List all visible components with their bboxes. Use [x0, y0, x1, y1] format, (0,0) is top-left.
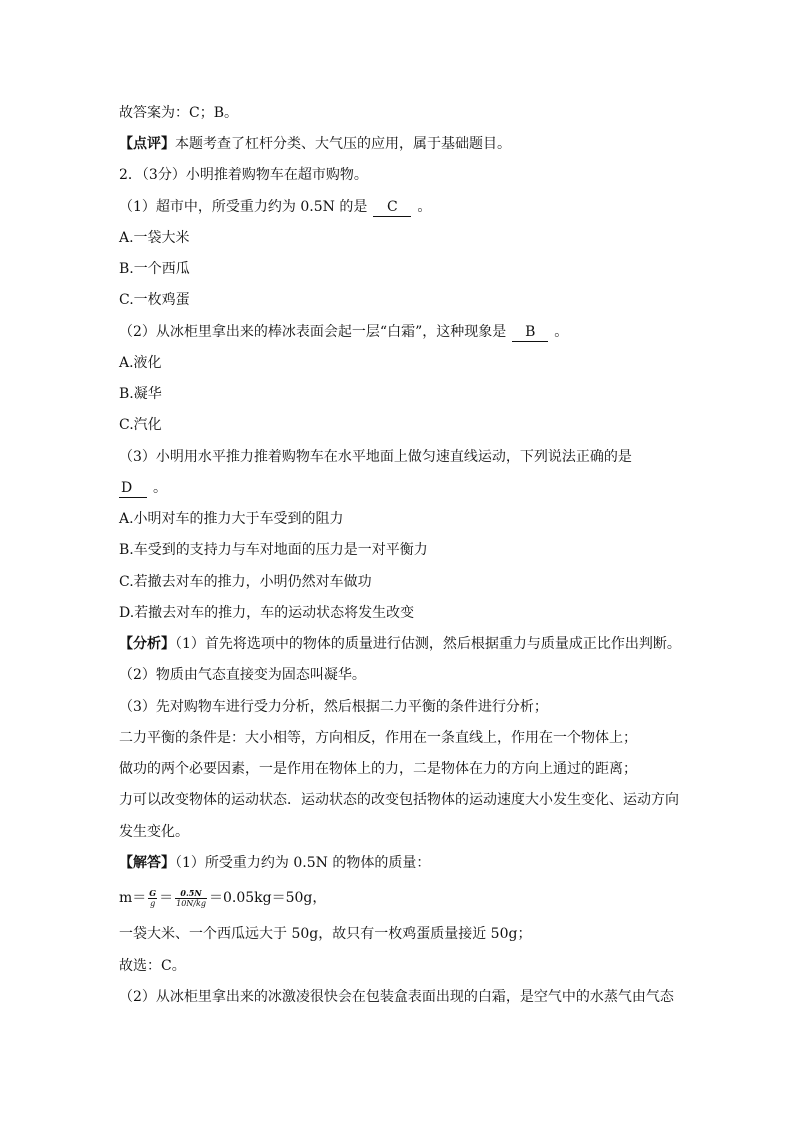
analysis-text-1: （1）首先将选项中的物体的质量进行估测，然后根据重力与质量成正比作出判断。	[175, 636, 681, 652]
solution-text-1: （1）所受重力约为 0.5N 的物体的质量：	[175, 855, 431, 871]
sub-question-2	[119, 322, 568, 342]
analysis-tag: 【分析】	[119, 636, 175, 652]
option-1b: B.一个西瓜	[119, 261, 190, 277]
solution-text-3: 故选：C。	[119, 958, 186, 974]
sub-question-1-text: （1）超市中，所受重力约为 0.5N 的是	[119, 199, 368, 215]
sub-question-1-answer: C	[373, 199, 411, 217]
option-3c: C.若撤去对车的推力，小明仍然对车做功	[119, 574, 372, 590]
analysis-text-3: （3）先对购物车进行受力分析，然后根据二力平衡的条件进行分析；	[119, 699, 548, 715]
analysis-paragraph	[119, 634, 681, 654]
option-2c: C.汽化	[119, 417, 162, 433]
analysis-text-5: 做功的两个必要因素，一是作用在物体上的力，二是物体在力的方向上通过的距离；	[119, 761, 637, 777]
comment-text: 本题考查了杠杆分类、大气压的应用，属于基础题目。	[175, 136, 511, 152]
analysis-text-4: 二力平衡的条件是：大小相等，方向相反，作用在一条直线上，作用在一个物体上；	[119, 730, 637, 746]
sub-question-3-end: 。	[153, 480, 167, 496]
option-2a: A.液化	[119, 355, 162, 371]
solution-text-4: （2）从冰柜里拿出来的冰激凌很快会在包装盒表面出现的白霜，是空气中的水蒸气由气态	[119, 989, 674, 1005]
question-2-stem: 2．（3分）小明推着购物车在超市购物。	[119, 167, 368, 183]
analysis-text-7: 发生变化。	[119, 824, 189, 840]
analysis-text-6: 力可以改变物体的运动状态．运动状态的改变包括物体的运动速度大小发生变化、运动方向	[119, 792, 679, 808]
analysis-text-2: （2）物质由气态直接变为固态叫凝华。	[119, 667, 366, 683]
sub-question-2-end: 。	[554, 324, 569, 340]
comment-tag: 【点评】	[119, 136, 175, 152]
sub-question-2-text: （2）从冰柜里拿出来的棒冰表面会起一层“白霜”，这种现象是	[119, 324, 507, 340]
comment-paragraph	[119, 134, 511, 154]
solution-tag: 【解答】	[119, 855, 175, 871]
fraction-values	[175, 889, 207, 908]
sub-question-3: （3）小明用水平推力推着购物车在水平地面上做匀速直线运动，下列说法正确的是	[119, 449, 632, 465]
fraction-2-numerator: 0.5N	[175, 889, 207, 899]
sub-question-2-answer: B	[512, 324, 548, 342]
sub-question-1	[119, 197, 431, 217]
fraction-1-numerator: G	[149, 887, 157, 898]
sub-question-1-end: 。	[417, 199, 432, 215]
answer-summary: 故答案为：C；B。	[119, 105, 238, 121]
solution-paragraph	[119, 853, 430, 873]
option-3d: D.若撤去对车的推力，车的运动状态将发生改变	[119, 605, 415, 621]
option-1c: C.一枚鸡蛋	[119, 292, 190, 308]
solution-text-2: 一袋大米、一个西瓜远大于 50g，故只有一枚鸡蛋质量接近 50g；	[119, 926, 532, 942]
fraction-g-over-g	[148, 889, 157, 908]
sub-question-3-answer-line	[119, 478, 167, 498]
option-2b: B.凝华	[119, 386, 162, 402]
formula-m: m＝	[119, 890, 147, 906]
sub-question-3-answer: D	[119, 480, 147, 498]
formula-equals: ＝	[159, 890, 174, 906]
option-3a: A.小明对车的推力大于车受到的阻力	[119, 511, 344, 527]
fraction-1-denominator: g	[150, 898, 156, 908]
option-1a: A.一袋大米	[119, 230, 190, 246]
mass-formula	[119, 884, 326, 912]
option-3b: B.车受到的支持力与车对地面的压力是一对平衡力	[119, 542, 428, 558]
fraction-2-denominator: 10N/kg	[176, 898, 206, 908]
formula-result: ＝0.05kg＝50g，	[208, 890, 327, 906]
